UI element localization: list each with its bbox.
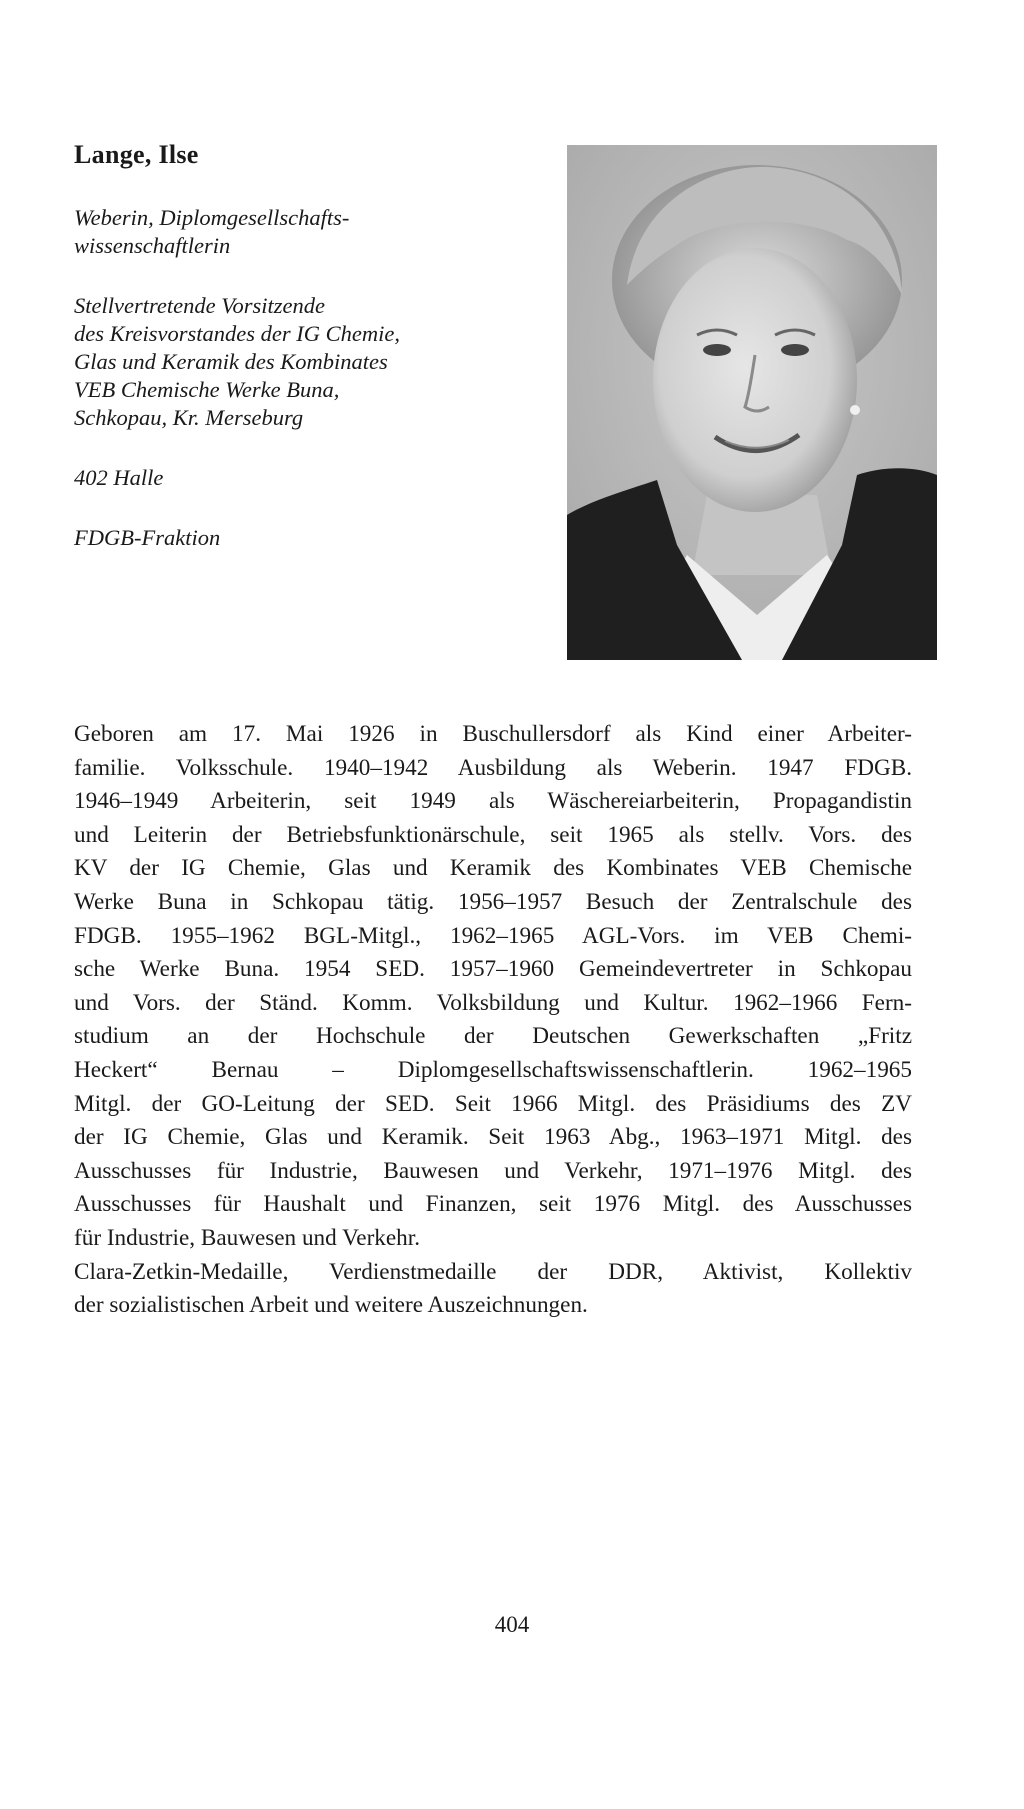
profession-line: wissenschaftlerin xyxy=(74,233,231,258)
biography-paragraph xyxy=(74,718,912,1256)
location: 402 Halle xyxy=(74,465,164,490)
biography xyxy=(74,718,912,1323)
text-line: der IG Chemie, Glas und Keramik. Seit 1963 Abg., 1963–1971 Mitgl. des xyxy=(74,1124,912,1151)
text-line: Geboren am 17. Mai 1926 in Buschullersdorf als Kind einer Arbeiter- xyxy=(74,721,912,747)
text-line: sche Werke Buna. 1954 SED. 1957–1960 Gemeindevertreter in Schkopau xyxy=(74,956,912,983)
text-line: 1946–1949 Arbeiterin, seit 1949 als Wäschereiarbeiterin, Propagandistin xyxy=(74,788,912,815)
position-line: des Kreisvorstandes der IG Chemie, xyxy=(74,321,400,346)
text-line: Heckert“ Bernau – Diplomgesellschaftswissenschaftlerin. 1962–1965 xyxy=(74,1056,912,1083)
text-line: und Leiterin der Betriebsfunktionärschule, seit 1965 als stellv. Vors. des xyxy=(74,821,912,848)
position-line: Schkopau, Kr. Merseburg xyxy=(74,405,304,430)
text-line: für Industrie, Bauwesen und Verkehr. xyxy=(74,1224,421,1251)
faction: FDGB-Fraktion xyxy=(74,525,221,550)
text-line: familie. Volksschule. 1940–1942 Ausbildung als Weberin. 1947 FDGB. xyxy=(74,754,912,781)
text-line: und Vors. der Ständ. Komm. Volksbildung und Kultur. 1962–1966 Fern- xyxy=(74,989,912,1016)
text-line: FDGB. 1955–1962 BGL-Mitgl., 1962–1965 AGL-Vors. im VEB Chemi- xyxy=(74,922,912,949)
text-line: Ausschusses für Industrie, Bauwesen und Verkehr, 1971–1976 Mitgl. des xyxy=(74,1157,912,1184)
text-line: der sozialistischen Arbeit und weitere Auszeichnungen. xyxy=(74,1292,588,1319)
awards-paragraph xyxy=(74,1256,912,1323)
person-details xyxy=(74,204,544,552)
text-line: Clara-Zetkin-Medaille, Verdienstmedaille der DDR, Aktivist, Kollektiv xyxy=(74,1258,912,1285)
position-line: VEB Chemische Werke Buna, xyxy=(74,377,340,402)
text-line: Mitgl. der GO-Leitung der SED. Seit 1966 Mitgl. des Präsidiums des ZV xyxy=(74,1090,912,1117)
position xyxy=(74,292,544,432)
person-name: Lange, Ilse xyxy=(74,140,199,169)
profession-line: Weberin, Diplomgesellschafts- xyxy=(74,205,350,230)
profession xyxy=(74,204,544,260)
text-line: Werke Buna in Schkopau tätig. 1956–1957 Besuch der Zentralschule des xyxy=(74,888,912,915)
text-line: studium an der Hochschule der Deutschen Gewerkschaften „Fritz xyxy=(74,1023,912,1050)
portrait-photo xyxy=(567,145,937,660)
page-number: 404 xyxy=(494,1612,530,1637)
text-line: Ausschusses für Haushalt und Finanzen, seit 1976 Mitgl. des Ausschusses xyxy=(74,1191,912,1218)
position-line: Stellvertretende Vorsitzende xyxy=(74,293,325,318)
text-line: KV der IG Chemie, Glas und Keramik des Kombinates VEB Chemische xyxy=(74,855,912,882)
position-line: Glas und Keramik des Kombinates xyxy=(74,349,388,374)
